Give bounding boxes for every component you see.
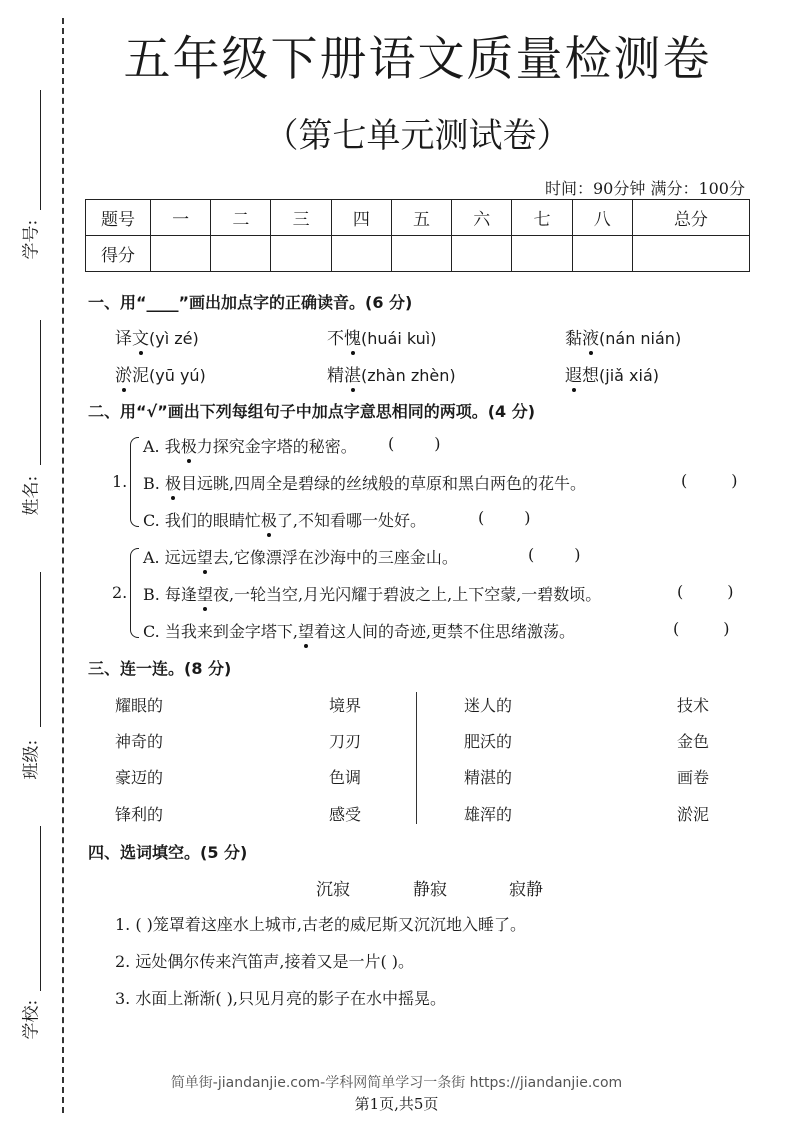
score-input-cell[interactable] [391,236,451,272]
option-text: C. 当我来到金字塔下, [143,622,298,641]
dotted-char: 文 [132,324,149,349]
word-part: 译 [115,329,132,349]
score-table [85,199,750,272]
pinyin-item [327,361,456,386]
word-part: 想 [582,366,599,386]
section3-title: 三、连一连。(8 分) [88,659,232,678]
score-input-cell[interactable] [271,236,331,272]
dotted-char: 极 [181,434,197,457]
answer-paren[interactable] [677,582,734,601]
option-text: C. 我们的眼睛忙 [143,511,261,530]
dotted-char: 愧 [344,324,361,349]
score-cell: 三 [271,200,331,236]
paren-close: ) [727,582,734,601]
match-right-noun[interactable]: 技术 [677,696,710,715]
option-text: A. 我 [143,437,181,456]
option-text: A. 远远 [143,548,197,567]
match-left-adj[interactable]: 神奇的 [115,732,164,751]
score-input-cell[interactable] [632,236,749,272]
option-text: 夜,一轮当空,月光闪耀于碧波之上,上下空蒙,一碧数顷。 [212,585,602,604]
pinyin-item [565,324,681,349]
paren-open: ( [681,471,688,490]
option-text: 着这人间的奇迹,更禁不住思绪激荡。 [313,622,576,641]
score-cell: 二 [211,200,271,236]
option-1c [143,508,426,531]
paren-close: ) [723,619,730,638]
answer-paren[interactable] [528,545,581,564]
section2-title: 二、用“√”画出下列每组句子中加点字意思相同的两项。(4 分) [88,402,536,421]
match-left-noun[interactable]: 感受 [329,805,362,824]
school-line [40,826,41,991]
option-2a [143,545,458,568]
score-input-cell[interactable] [211,236,271,272]
option-text: B. [143,474,165,493]
option-text: B. 每逢 [143,585,197,604]
match-right-adj[interactable]: 肥沃的 [464,732,513,751]
paren-close: ) [731,471,738,490]
match-left-noun[interactable]: 色调 [329,768,362,787]
fill-question-2[interactable]: 2. 远处偶尔传来汽笛声,接着又是一片( )。 [115,952,415,971]
match-right-adj[interactable]: 雄浑的 [464,805,513,824]
dotted-char: 极 [261,508,277,531]
page-subtitle: （第七单元测试卷） [264,116,571,156]
pinyin-item [327,324,436,349]
score-table-score-row [86,236,750,272]
answer-paren[interactable] [681,471,738,490]
score-cell: 题号 [86,200,151,236]
dotted-char: 遐 [565,361,582,386]
page-title: 五年级下册语文质量检测卷 [123,32,712,87]
dotted-char: 湛 [344,361,361,386]
match-right-adj[interactable]: 迷人的 [464,696,513,715]
score-table-header-row [86,200,750,236]
paren-open: ( [388,434,395,453]
score-cell: 六 [452,200,512,236]
score-cell: 八 [572,200,632,236]
dotted-char: 望 [197,582,213,605]
match-right-noun[interactable]: 金色 [677,732,710,751]
answer-paren[interactable] [478,508,531,527]
word-part: 不 [327,329,344,349]
group-number: 2. [112,583,128,602]
match-left-noun[interactable]: 境界 [329,696,362,715]
dotted-char: 极 [165,471,181,494]
answer-paren[interactable] [673,619,730,638]
pinyin-options[interactable]: (zhàn zhèn) [361,366,456,385]
pinyin-item [565,361,659,386]
score-input-cell[interactable] [572,236,632,272]
footer-watermark: 简单街-jiandanjie.com-学科网简单学习一条街 https://jiandanjie.com [170,1075,623,1091]
option-2b [143,582,601,605]
paren-open: ( [478,508,485,527]
option-text: 去,它像漂浮在沙海中的三座金山。 [212,548,458,567]
score-cell: 总分 [632,200,749,236]
time-info: 时间：90分钟 满分：100分 [545,179,745,198]
score-input-cell[interactable] [452,236,512,272]
option-1b [143,471,586,494]
fill-question-3[interactable]: 3. 水面上渐渐( ),只见月亮的影子在水中摇晃。 [115,989,447,1008]
dotted-char: 望 [197,545,213,568]
word-part: 黏 [565,329,582,349]
option-2c [143,619,575,642]
section4-title: 四、选词填空。(5 分) [88,843,248,862]
score-cell: 一 [151,200,211,236]
score-row-label: 得分 [86,236,151,272]
match-right-noun[interactable]: 画卷 [677,768,710,787]
option-1a [143,434,357,457]
pinyin-options[interactable]: (jiǎ xiá) [599,366,659,385]
pinyin-options[interactable]: (nán nián) [599,329,682,348]
paren-close: ) [434,434,441,453]
binding-margin [0,0,70,1122]
match-left-adj[interactable]: 豪迈的 [115,768,164,787]
dotted-char: 望 [298,619,314,642]
option-text: 目远眺,四周全是碧绿的丝绒般的草原和黑白两色的花牛。 [180,474,587,493]
option-text: 力探究金字塔的秘密。 [196,437,357,456]
paren-open: ( [528,545,535,564]
student-no-label: 学号: [21,219,42,260]
class-line [40,572,41,727]
score-input-cell[interactable] [151,236,211,272]
match-divider [416,692,417,824]
fill-question-1[interactable]: 1. ( )笼罩着这座水上城市,古老的威尼斯又沉沉地入睡了。 [115,915,527,934]
word-choice: 静寂 [413,880,447,900]
dotted-char: 淤 [115,361,132,386]
name-line [40,320,41,465]
option-text: 了,不知看哪一处好。 [276,511,426,530]
match-left-adj[interactable]: 锋利的 [115,805,164,824]
cut-line [62,18,64,1113]
match-left-noun[interactable]: 刀刃 [329,732,362,751]
score-cell: 四 [331,200,391,236]
score-cell: 七 [512,200,572,236]
group-number: 1. [112,472,128,491]
brace [130,548,139,638]
match-right-noun[interactable]: 淤泥 [677,805,710,824]
word-part: 精 [327,366,344,386]
answer-paren[interactable] [388,434,441,453]
paren-open: ( [677,582,684,601]
page-number: 第1页,共5页 [354,1095,439,1113]
paren-close: ) [574,545,581,564]
word-choice: 沉寂 [316,880,350,900]
word-part: 泥 [132,366,149,386]
pinyin-item [115,361,206,386]
pinyin-options[interactable]: (yì zé) [149,329,199,348]
school-label: 学校: [21,999,42,1040]
pinyin-options[interactable]: (yū yú) [149,366,206,385]
class-label: 班级: [21,739,42,780]
match-right-adj[interactable]: 精湛的 [464,768,513,787]
score-cell: 五 [391,200,451,236]
score-input-cell[interactable] [512,236,572,272]
pinyin-options[interactable]: (huái kuì) [361,329,437,348]
brace [130,437,139,527]
word-choice: 寂静 [509,880,543,900]
student-no-line [40,90,41,210]
paren-close: ) [524,508,531,527]
section1-title: 一、用“____”画出加点字的正确读音。(6 分) [88,293,413,312]
score-input-cell[interactable] [331,236,391,272]
dotted-char: 液 [582,324,599,349]
pinyin-item [115,324,199,349]
paren-open: ( [673,619,680,638]
name-label: 姓名: [21,475,42,516]
match-left-adj[interactable]: 耀眼的 [115,696,164,715]
